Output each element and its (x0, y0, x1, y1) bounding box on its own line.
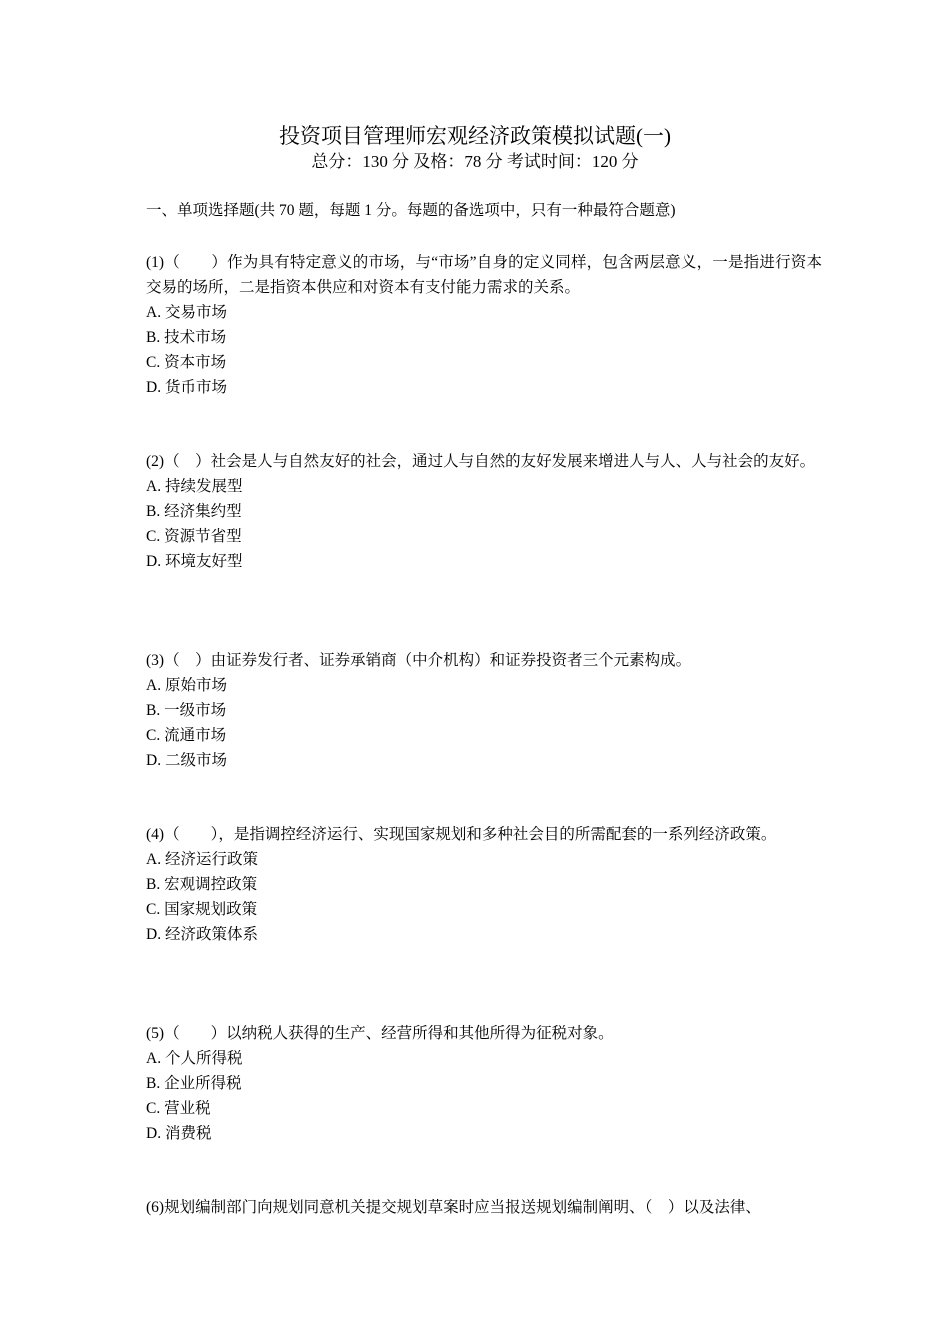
question-stem: (6)规划编制部门向规划同意机关提交规划草案时应当报送规划编制阐明、（ ）以及法律、 (146, 1199, 761, 1216)
option-c: C. 流通市场 (146, 727, 227, 744)
option-c: C. 资源节省型 (146, 528, 242, 545)
question-3 (146, 648, 822, 773)
question-stem: (4)（ ），是指调控经济运行、实现国家规划和多种社会目的所需配套的一系列经济政策。 (146, 826, 777, 843)
option-d: D. 环境友好型 (146, 553, 243, 570)
option-d: D. 经济政策体系 (146, 926, 258, 943)
option-b: B. 宏观调控政策 (146, 876, 258, 893)
option-a: A. 经济运行政策 (146, 851, 258, 868)
option-d: D. 消费税 (146, 1125, 212, 1142)
option-c: C. 营业税 (146, 1100, 211, 1117)
section-heading: 一、单项选择题(共 70 题，每题 1 分。每题的备选项中，只有一种最符合题意) (146, 202, 676, 219)
option-a: A. 交易市场 (146, 304, 227, 321)
option-d: D. 二级市场 (146, 752, 227, 769)
option-b: B. 经济集约型 (146, 503, 242, 520)
question-1 (146, 250, 822, 400)
question-stem: (5)（ ）以纳税人获得的生产、经营所得和其他所得为征税对象。 (146, 1025, 614, 1042)
question-2 (146, 449, 822, 574)
document-title: 投资项目管理师宏观经济政策模拟试题(一) (279, 124, 671, 148)
option-b: B. 技术市场 (146, 329, 227, 346)
question-stem: (1)（ ）作为具有特定意义的市场，与“市场”自身的定义同样，包含两层意义，一是指进行资本交易的场所，二是指资本供应和对资本有支付能力需求的关系。 (146, 254, 822, 296)
option-c: C. 国家规划政策 (146, 901, 258, 918)
question-stem: (2)（ ）社会是人与自然友好的社会，通过人与自然的友好发展来增进人与人、人与社会的友好。 (146, 453, 816, 470)
question-6 (146, 1195, 822, 1220)
option-a: A. 个人所得税 (146, 1050, 243, 1067)
option-b: B. 企业所得税 (146, 1075, 242, 1092)
question-stem: (3)（ ）由证券发行者、证券承销商（中介机构）和证券投资者三个元素构成。 (146, 652, 692, 669)
option-a: A. 持续发展型 (146, 478, 243, 495)
question-5 (146, 1021, 822, 1146)
exam-meta: 总分：130 分 及格：78 分 考试时间：120 分 (311, 152, 639, 171)
option-a: A. 原始市场 (146, 677, 227, 694)
question-4 (146, 822, 822, 947)
option-d: D. 货币市场 (146, 379, 227, 396)
option-b: B. 一级市场 (146, 702, 227, 719)
option-c: C. 资本市场 (146, 354, 227, 371)
